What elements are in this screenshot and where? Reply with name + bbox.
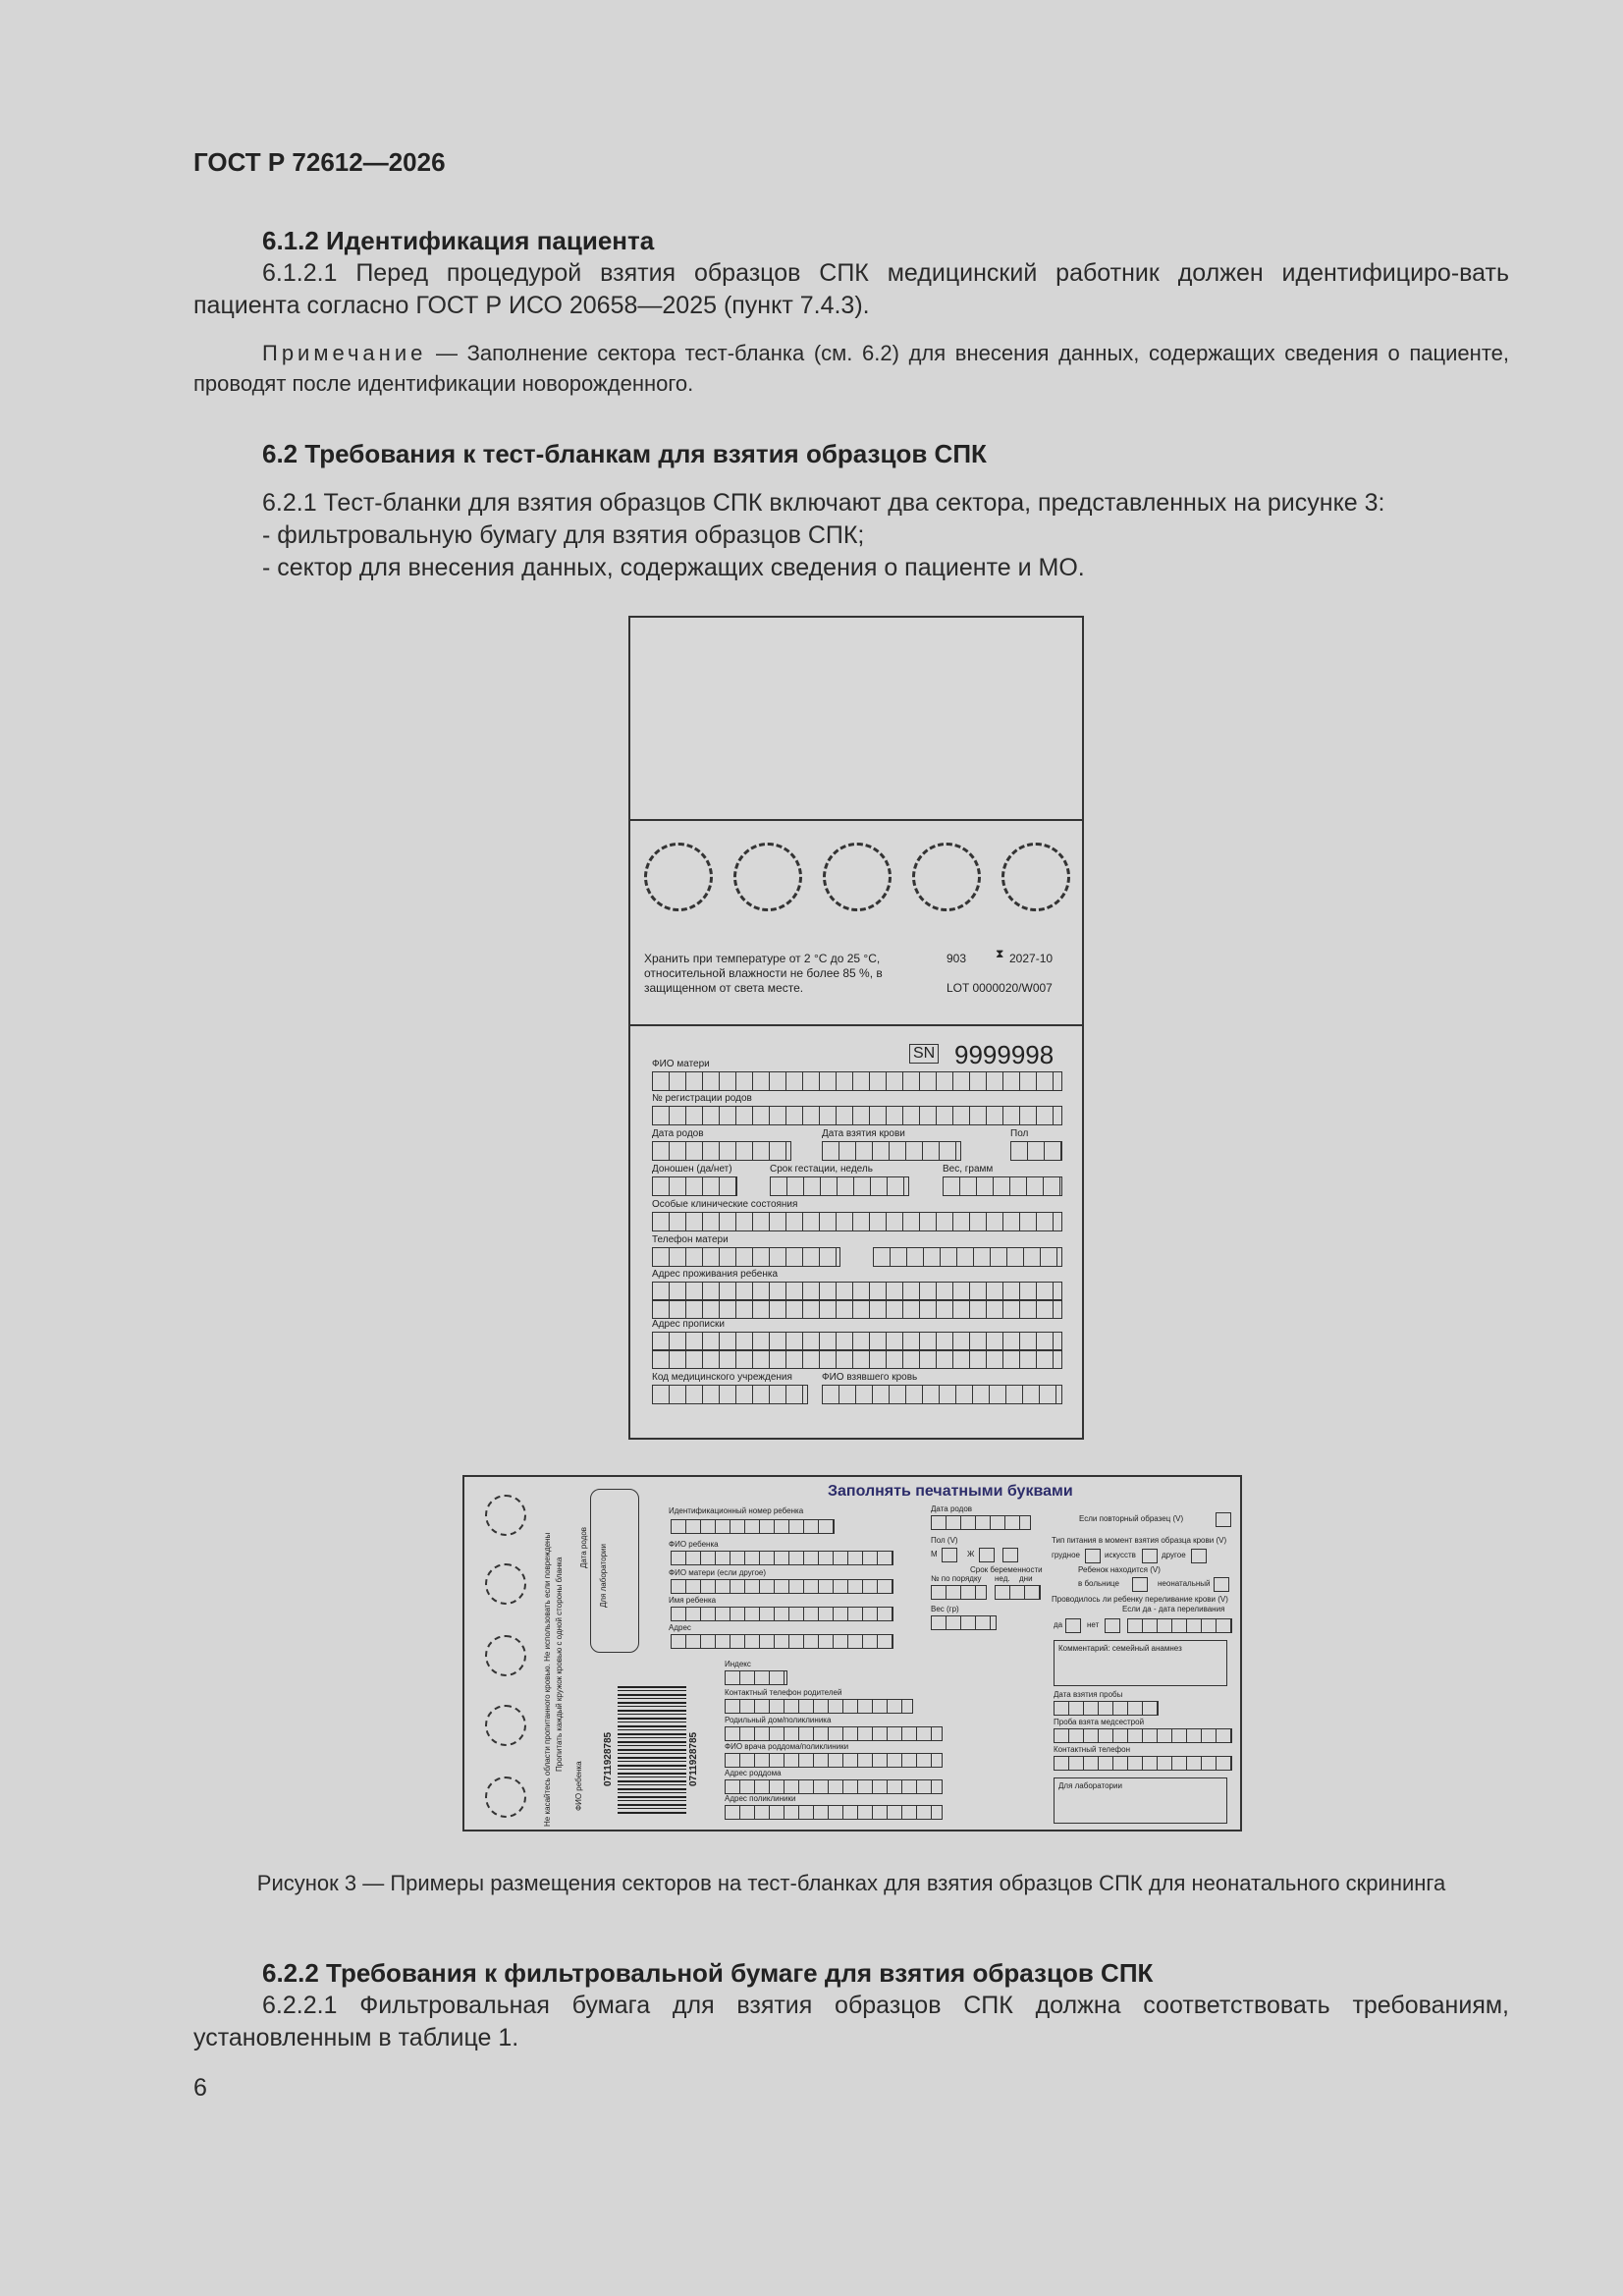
- blood-spot-circle: [485, 1635, 526, 1676]
- label-nurse: Проба взята медсестрой: [1054, 1718, 1145, 1726]
- label-artificial: искусств: [1105, 1551, 1136, 1559]
- gestation-field2[interactable]: [995, 1585, 1041, 1600]
- note-paragraph: [193, 338, 1509, 399]
- label-reg-number: № регистрации родов: [652, 1093, 752, 1104]
- id-number-field[interactable]: [671, 1519, 835, 1534]
- label-taker: ФИО взявшего кровь: [822, 1372, 918, 1383]
- label-hospital: в больнице: [1078, 1579, 1119, 1588]
- birth-order-field[interactable]: [931, 1585, 987, 1600]
- transfusion-date-field[interactable]: [1127, 1618, 1232, 1633]
- maternity-address-field[interactable]: [725, 1779, 943, 1794]
- label-sample-date: Дата взятия пробы: [1054, 1690, 1123, 1699]
- blood-spot-circle: [485, 1563, 526, 1605]
- reg-address-field-2[interactable]: [652, 1349, 1062, 1369]
- blood-date-field[interactable]: [822, 1141, 961, 1161]
- label-address2: Адрес: [669, 1623, 691, 1632]
- med-code-field[interactable]: [652, 1385, 808, 1404]
- label-f: Ж: [967, 1550, 975, 1558]
- storage-conditions: Хранить при температуре от 2 °С до 25 °С, относительной влажности не более 85 %, в защищенном от света месте.: [644, 952, 883, 995]
- test-blank-form-1: [628, 616, 1084, 1440]
- label-comment: Комментарий: семейный анамнез: [1058, 1644, 1182, 1653]
- page-number: 6: [193, 2074, 207, 2102]
- label-for-lab: Для лаборатории: [1058, 1781, 1122, 1790]
- label-nicu: неонатальный: [1158, 1579, 1211, 1588]
- label-mother-name: ФИО матери: [652, 1059, 710, 1069]
- blood-spot-circle: [823, 843, 892, 911]
- blood-spot-circle: [1001, 843, 1070, 911]
- gestation-field[interactable]: [770, 1176, 909, 1196]
- maternity-field[interactable]: [725, 1726, 943, 1741]
- checkbox-nicu[interactable]: [1214, 1577, 1229, 1592]
- child-name-field[interactable]: [671, 1551, 893, 1565]
- list-item-filter-paper: - фильтровальную бумагу для взятия образцов СПК;: [262, 521, 865, 549]
- sn-label: SN: [909, 1044, 939, 1064]
- figure-caption: Рисунок 3 — Примеры размещения секторов на тест-бланках для взятия образцов СПК для неонатального скрининга: [256, 1871, 1446, 1895]
- address-field-2[interactable]: [652, 1299, 1062, 1319]
- blood-spot-circle: [644, 843, 713, 911]
- code-903: 903: [947, 952, 967, 965]
- label-child-first: Имя ребенка: [669, 1596, 717, 1605]
- label-birth-order: № по порядку: [931, 1574, 982, 1583]
- comment-box[interactable]: [1054, 1640, 1227, 1686]
- label-gest-week: нед.: [995, 1574, 1010, 1583]
- mother-phone-field-2[interactable]: [873, 1247, 1062, 1267]
- label-weight: Вес, грамм: [943, 1164, 994, 1175]
- mother-phone-field-1[interactable]: [652, 1247, 840, 1267]
- label-date-birth: Дата родов: [931, 1504, 973, 1513]
- label-feeding: Тип питания в момент взятия образца крови (V): [1052, 1536, 1227, 1545]
- blood-spot-circle: [912, 843, 981, 911]
- contact-phone-field[interactable]: [725, 1699, 913, 1714]
- lot-number: LOT 0000020/W007: [947, 981, 1053, 995]
- label-location: Ребенок находится (V): [1078, 1565, 1161, 1574]
- vertical-child-name: ФИО ребенка: [574, 1761, 583, 1811]
- label-mother-name2: ФИО матери (если другое): [669, 1568, 767, 1577]
- label-blood-date: Дата взятия крови: [822, 1128, 905, 1139]
- label-other: другое: [1162, 1551, 1186, 1559]
- blood-spot-circle: [485, 1495, 526, 1536]
- barcode-number-2: 0711928785: [688, 1731, 699, 1786]
- weight-field[interactable]: [943, 1176, 1062, 1196]
- label-transfusion: Проводилось ли ребенку переливание крови (V): [1052, 1595, 1228, 1604]
- section-6-2-1-text: 6.2.1 Тест-бланки для взятия образцов СПК включают два сектора, представленных на рисунке 3:: [262, 489, 1385, 517]
- mother-name2-field[interactable]: [671, 1579, 893, 1594]
- checkbox-m[interactable]: [942, 1548, 957, 1562]
- vertical-warning-2: Пропитать каждый кружок кровью с одной стороны бланка: [555, 1557, 564, 1772]
- checkbox-repeat[interactable]: [1216, 1512, 1231, 1527]
- section-6-1-2-1-text: 6.1.2.1 Перед процедурой взятия образцов СПК медицинский работник должен идентифициро-вать пациента согласно ГОСТ Р ИСО 20658—2025 (пункт 7.4.3).: [193, 259, 1509, 319]
- lab-box: [579, 1489, 639, 1653]
- label-address: Адрес проживания ребенка: [652, 1269, 779, 1280]
- label-clinic-address: Адрес поликлиники: [725, 1794, 796, 1803]
- label-mother-phone: Телефон матери: [652, 1234, 729, 1245]
- label-doctor: ФИО врача роддома/поликлиники: [725, 1742, 849, 1751]
- label-index: Индекс: [725, 1660, 751, 1668]
- checkbox-hospital[interactable]: [1132, 1577, 1148, 1592]
- section-6-2-2-1-text: 6.2.2.1 Фильтровальная бумага для взятия образцов СПК должна соответствовать требованиям, установленным в таблице 1.: [193, 1992, 1509, 2051]
- vertical-warning-1: Не касайтесь области пропитанного кровью. Не использовать если повреждены: [543, 1532, 552, 1827]
- blood-spot-circle: [485, 1705, 526, 1746]
- label-sex: Пол: [1010, 1128, 1029, 1139]
- label-no: нет: [1087, 1620, 1100, 1629]
- label-gest-day: дни: [1019, 1574, 1033, 1583]
- birthdate-vertical-label: Дата родов: [579, 1526, 588, 1568]
- checkbox-other[interactable]: [1191, 1549, 1207, 1563]
- sex-field[interactable]: [1010, 1141, 1062, 1161]
- section-6-2-2-title: 6.2.2 Требования к фильтровальной бумаге для взятия образцов СПК: [262, 1958, 1154, 1988]
- child-first-field[interactable]: [671, 1607, 893, 1621]
- form2-title: Заполнять печатными буквами: [828, 1483, 1073, 1500]
- barcode-number-1: 0711928785: [603, 1731, 614, 1786]
- taker-field[interactable]: [822, 1385, 1062, 1404]
- contact-field[interactable]: [1054, 1756, 1232, 1771]
- lab-use-box: [1054, 1777, 1227, 1824]
- doctor-field[interactable]: [725, 1753, 943, 1768]
- checkbox-f[interactable]: [979, 1548, 995, 1562]
- label-reg-address: Адрес прописки: [652, 1319, 725, 1330]
- label-child-name: ФИО ребенка: [669, 1540, 719, 1549]
- birth-date-field[interactable]: [652, 1141, 791, 1161]
- label-yes: да: [1054, 1620, 1063, 1629]
- index-field[interactable]: [725, 1670, 787, 1685]
- barcode: [618, 1686, 686, 1816]
- full-term-field[interactable]: [652, 1176, 737, 1196]
- label-maternity-address: Адрес роддома: [725, 1769, 782, 1777]
- serial-number: 9999998: [954, 1040, 1055, 1069]
- label-med-code: Код медицинского учреждения: [652, 1372, 792, 1383]
- label-birth-date: Дата родов: [652, 1128, 704, 1139]
- clinic-address-field[interactable]: [725, 1805, 943, 1820]
- hourglass-icon: ⧗: [996, 947, 1004, 960]
- label-transfusion-if: Если да - дата переливания: [1122, 1605, 1225, 1613]
- form1-blood-spot-area: [630, 821, 1082, 1026]
- form1-blank-area: [630, 618, 1082, 821]
- label-sex2: Пол (V): [931, 1536, 958, 1545]
- address2-field[interactable]: [671, 1634, 893, 1649]
- nurse-field[interactable]: [1054, 1728, 1232, 1743]
- checkbox-yes[interactable]: [1065, 1618, 1081, 1633]
- label-full-term: Доношен (да/нет): [652, 1164, 732, 1175]
- checkbox-extra[interactable]: [1002, 1548, 1018, 1562]
- label-id-number: Идентификационный номер ребенка: [669, 1506, 804, 1515]
- note-label: Примечание: [262, 341, 427, 365]
- section-6-1-2-title: 6.1.2 Идентификация пациента: [262, 226, 655, 255]
- date-birth-field[interactable]: [931, 1515, 1031, 1530]
- list-item-data-sector: - сектор для внесения данных, содержащих сведения о пациенте и МО.: [262, 554, 1085, 581]
- weight-field2[interactable]: [931, 1615, 997, 1630]
- reg-number-field[interactable]: [652, 1106, 1062, 1125]
- blood-spot-circle: [733, 843, 802, 911]
- label-clinical: Особые клинические состояния: [652, 1199, 798, 1210]
- label-breast: грудное: [1052, 1551, 1080, 1559]
- label-gestation2: Срок беременности: [970, 1565, 1043, 1574]
- lab-label: Для лаборатории: [599, 1544, 608, 1608]
- document-header: ГОСТ Р 72612—2026: [193, 147, 446, 177]
- label-gestation: Срок гестации, недель: [770, 1164, 873, 1175]
- mother-name-field[interactable]: [652, 1071, 1062, 1091]
- expiry-date: 2027-10: [1009, 952, 1054, 965]
- checkbox-artificial[interactable]: [1142, 1549, 1158, 1563]
- label-contact-phone: Контактный телефон родителей: [725, 1688, 842, 1697]
- section-6-2-title: 6.2 Требования к тест-бланкам для взятия образцов СПК: [262, 439, 987, 468]
- blood-spot-circle: [485, 1777, 526, 1818]
- test-blank-form-2: [462, 1475, 1242, 1831]
- checkbox-no[interactable]: [1105, 1618, 1120, 1633]
- clinical-field[interactable]: [652, 1212, 1062, 1231]
- checkbox-breast[interactable]: [1085, 1549, 1101, 1563]
- label-m: М: [931, 1550, 938, 1558]
- sample-date-field[interactable]: [1054, 1701, 1159, 1716]
- label-repeat: Если повторный образец (V): [1079, 1514, 1184, 1523]
- label-contact: Контактный телефон: [1054, 1745, 1130, 1754]
- address-field-1[interactable]: [652, 1282, 1062, 1301]
- label-weight2: Вес (гр): [931, 1605, 959, 1613]
- note-text: — Заполнение сектора тест-бланка (см. 6.2) для внесения данных, содержащих сведения о пациенте, проводят после идентификации новорожденного.: [193, 341, 1509, 396]
- label-maternity: Родильный дом/поликлиника: [725, 1716, 832, 1724]
- reg-address-field-1[interactable]: [652, 1332, 1062, 1351]
